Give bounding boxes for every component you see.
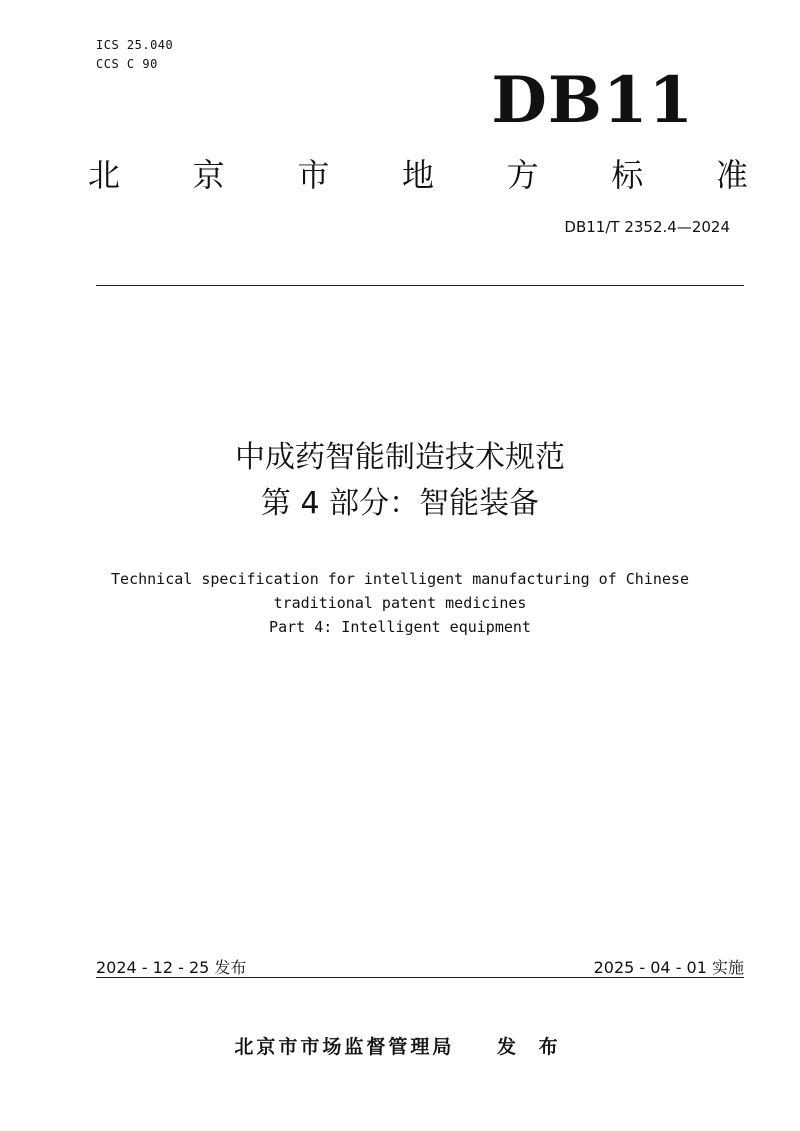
publish-label: 发 布: [497, 1036, 566, 1058]
bottom-divider: [96, 977, 744, 978]
english-title-line-1: Technical specification for intelligent manufacturing of Chinese: [111, 570, 689, 588]
implementation-date: 2025 - 04 - 01 实施: [593, 958, 744, 977]
publisher-name: 北京市市场监督管理局: [234, 1036, 455, 1058]
standard-number: DB11/T 2352.4—2024: [564, 218, 730, 236]
standard-type-char: 北: [88, 156, 121, 194]
standard-type-char: 方: [506, 156, 539, 194]
standard-type-char: 市: [297, 156, 330, 194]
ccs-code: CCS C 90: [96, 57, 158, 71]
english-title-line-2: traditional patent medicines: [273, 594, 527, 612]
standard-type-char: 准: [715, 156, 748, 194]
db11-logo: DB11: [491, 63, 694, 138]
chinese-title-line-1: 中成药智能制造技术规范: [235, 440, 565, 475]
ics-code: ICS 25.040: [96, 38, 174, 52]
standard-type-char: 京: [192, 156, 225, 194]
english-title-line-3: Part 4: Intelligent equipment: [269, 618, 531, 636]
standard-type-char: 标: [611, 156, 644, 194]
top-divider: [96, 285, 744, 286]
chinese-title-line-2: 第 4 部分：智能装备: [260, 486, 540, 521]
publisher-line: [0, 1032, 800, 1059]
issue-date: 2024 - 12 - 25 发布: [96, 958, 247, 977]
standard-type-char: 地: [401, 156, 434, 194]
standard-type-title: [88, 154, 748, 196]
